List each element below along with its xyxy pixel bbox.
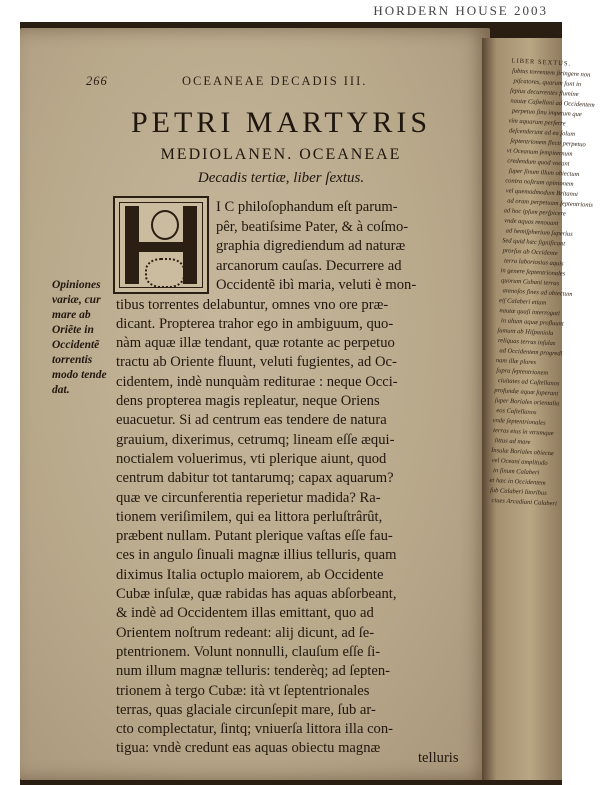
margin-note bbox=[52, 278, 112, 398]
margin-note-line: torrentis bbox=[52, 354, 93, 366]
text-line: tionem veriſimilem, qui ea littora perluſtrârût, bbox=[116, 508, 383, 525]
page-number: 266 bbox=[86, 74, 108, 88]
book-spread bbox=[20, 22, 595, 785]
text-line: præbent nullam. Putant plerique vaſtas eſſe fau- bbox=[116, 528, 393, 545]
title-line-1: PETRI MARTYRIS bbox=[130, 106, 432, 139]
right-page-line: vim aquarum perferre bbox=[508, 117, 566, 128]
right-page-line: in ſinum Calaberi bbox=[492, 467, 540, 477]
right-page-line: vt Oceanum ſempiternum bbox=[506, 147, 573, 158]
title-line-2: MEDIOLANEN. OCEANEAE bbox=[160, 146, 402, 163]
right-page-line: vnde aquas renouant bbox=[504, 217, 559, 228]
right-page-line: et hæc in Occidentem bbox=[489, 476, 546, 487]
right-page-line: in genere ſeptentrionales bbox=[500, 267, 566, 278]
right-page-edge bbox=[482, 38, 595, 780]
right-page-line: ſub Calaberi litoribus bbox=[489, 486, 547, 497]
right-page-line: ad hoc ipſum perſpicere bbox=[503, 207, 566, 218]
text-line: grauium, dixerimus, cetrumq; lineam eſſe æqui- bbox=[116, 431, 395, 448]
margin-note-line: Opiniones bbox=[52, 279, 101, 291]
right-page-line: nautæ Caſtellani ad Occidentem bbox=[510, 97, 595, 109]
right-page-line: ad hemiſpherium ſuperius bbox=[505, 227, 573, 238]
right-page-line: ciuitates ad Caſtellanos bbox=[497, 377, 560, 388]
text-line: quæ ve circunferentia reperietur madida? Ra- bbox=[116, 489, 381, 506]
left-page bbox=[20, 28, 490, 780]
right-page-line: littus ad mare bbox=[494, 437, 531, 446]
right-page-line: vel Oceani amplitudo bbox=[491, 456, 548, 467]
text-line: diximus Italia octuplo maiorem, ab Occidente bbox=[116, 566, 384, 583]
initial-stem-right bbox=[183, 206, 197, 284]
initial-figure bbox=[151, 210, 179, 240]
text-line: euacuetur. Si ad centrum eas tendere de natura bbox=[116, 412, 387, 429]
right-page-line: eos Caſtellanos bbox=[496, 407, 537, 417]
right-page-line: arenoſos fines ad obiectum bbox=[502, 287, 573, 298]
margin-note-line: dat. bbox=[52, 384, 70, 396]
right-page-line: vel quemadmodum Britanni bbox=[505, 187, 579, 199]
text-line: I C philoſophandum eſt parum- bbox=[216, 199, 398, 215]
right-page-line: prorſus ab Occidente bbox=[502, 247, 558, 258]
right-page-line: ſuper ſinum illum obiectum bbox=[508, 167, 580, 179]
initial-stem-left bbox=[125, 206, 139, 284]
text-line: cto complectatur, ſintq; vniuerſa littora illa con- bbox=[116, 721, 394, 738]
right-page-line: ſubtus torrentem ſtringere non bbox=[511, 67, 591, 79]
text-line: ptentrionem. Volunt nonnulli, clauſum eſſe ſi- bbox=[116, 643, 381, 660]
header-label: HORDERN HOUSE 2003 bbox=[373, 3, 548, 18]
text-line: dicant. Propterea trahor ego in ambiguum, quo- bbox=[116, 315, 394, 332]
right-page-line: ſepius decurrentes flumine bbox=[509, 87, 579, 99]
margin-note-line: Occidentẽ bbox=[52, 339, 100, 351]
text-line: Cubæ inſulæ, quæ rabidas has aquas abſorbeant, bbox=[116, 586, 397, 602]
text-line: terras, quas glaciale circunſepit mare, ſub ar- bbox=[116, 701, 376, 718]
right-page-line: ad oram perpetuam ſeptentrionis bbox=[507, 197, 594, 209]
right-page-line: ſumunt ab Hiſpaniola bbox=[497, 327, 554, 338]
right-page-line: terras eius in vtrumque bbox=[493, 427, 554, 438]
right-page-line: terra laboriosius aquis bbox=[503, 257, 564, 268]
right-page-line: Insulæ Boriales obiectæ bbox=[490, 446, 555, 458]
initial-ornament bbox=[145, 258, 185, 288]
text-line: Occidentẽ ibì maria, veluti è mon- bbox=[216, 277, 417, 293]
right-page-line: nam illæ plures bbox=[495, 357, 537, 367]
catchword: telluris bbox=[418, 750, 459, 766]
title-line-3: Decadis tertiæ, liber ſextus. bbox=[197, 170, 365, 186]
text-line: tigua: vndè credunt eas aquas obiectu magnæ bbox=[116, 740, 381, 757]
text-line: tractu ab Oriente fluunt, veluti fugientes, ad Oc- bbox=[116, 354, 397, 371]
right-page-line: ad Occidentem progredi bbox=[499, 347, 563, 358]
running-title: OCEANEAE DECADIS III. bbox=[182, 74, 368, 88]
margin-note-line: modo tende bbox=[52, 369, 107, 381]
text-line: centrum dabitur tot tantarumq; capax aquarum? bbox=[116, 470, 394, 487]
right-page-line: profundæ aquæ ſuperant bbox=[494, 387, 559, 398]
text-line: tibus torrentes delabuntur, omnes vno ore præ- bbox=[116, 296, 389, 313]
right-page-line: piſcatores, quarum ſunt in bbox=[513, 77, 582, 89]
margin-note-line: variæ, cur bbox=[52, 294, 101, 306]
text-line: Orientem noſtrum redeant: alij dicunt, ad ſe- bbox=[116, 624, 375, 641]
text-line: ces in angulo ſinuali magnæ illius telluris, quam bbox=[116, 547, 397, 564]
text-line: noctialem voluerimus, vti plerique aiunt, quod bbox=[116, 450, 387, 467]
text-line: & indè ad Occidentem illas emittant, quo ad bbox=[116, 605, 374, 622]
text-line: trionem à tergo Cubæ: ità vt ſeptentrionales bbox=[116, 682, 370, 699]
right-page-line: ciues Arcadiani Calaberi bbox=[491, 497, 558, 508]
right-page-line: Sed quid hæc ſignificant bbox=[501, 237, 566, 248]
text-line: dens propterea magis repleatur, neque Oriens bbox=[116, 393, 380, 409]
right-page-line: perpetuo ſinu impetum que bbox=[511, 107, 582, 119]
right-page-line: contra noſtram opinionem bbox=[505, 177, 574, 188]
margin-note-line: mare ab bbox=[52, 309, 91, 321]
right-page-line: ſuper Boriales orientalia bbox=[494, 397, 560, 408]
initial-crossbar bbox=[139, 242, 183, 252]
text-line: cidentem, indè nunquàm rediturae : neque Occi- bbox=[116, 373, 398, 390]
right-page-line: in altum aquæ profluunt bbox=[500, 317, 564, 328]
right-page-line: eiſ Calaberi etiam bbox=[498, 297, 547, 307]
margin-note-line: Oriẽte in bbox=[52, 324, 94, 336]
text-line: arcanorum cauſas. Decurrere ad bbox=[216, 257, 402, 274]
right-page-line: nautæ quaſi interrogati bbox=[499, 307, 561, 318]
right-page-line: ſupra ſeptentrionem bbox=[496, 367, 549, 377]
right-page-line: vnde ſeptentrionales bbox=[492, 416, 546, 427]
right-page-line: deſcenderunt ad ea ſolum bbox=[508, 127, 576, 138]
right-page-line: credendum quod vocant bbox=[507, 157, 570, 168]
text-line: num illum magnæ telluris: tenderèq; ad ſepten- bbox=[116, 663, 390, 680]
right-page-header: LIBER SEXTUS. bbox=[511, 57, 572, 68]
text-line: graphia digrediendum ad naturæ bbox=[216, 238, 406, 254]
right-page-line: reliquas terras inſulas bbox=[497, 337, 556, 348]
right-page-text bbox=[488, 56, 595, 509]
text-line: nàm aquæ illæ tendant, quæ rotante ac perpetuo bbox=[116, 335, 395, 352]
text-line: pêr, beatiſsime Pater, & à coſmo- bbox=[216, 218, 409, 235]
right-page-line: ſeptentrionem flecti perpetuo bbox=[510, 137, 586, 149]
right-page-line: quorum Cubani terras bbox=[500, 277, 560, 288]
decorated-initial-h bbox=[113, 196, 209, 294]
